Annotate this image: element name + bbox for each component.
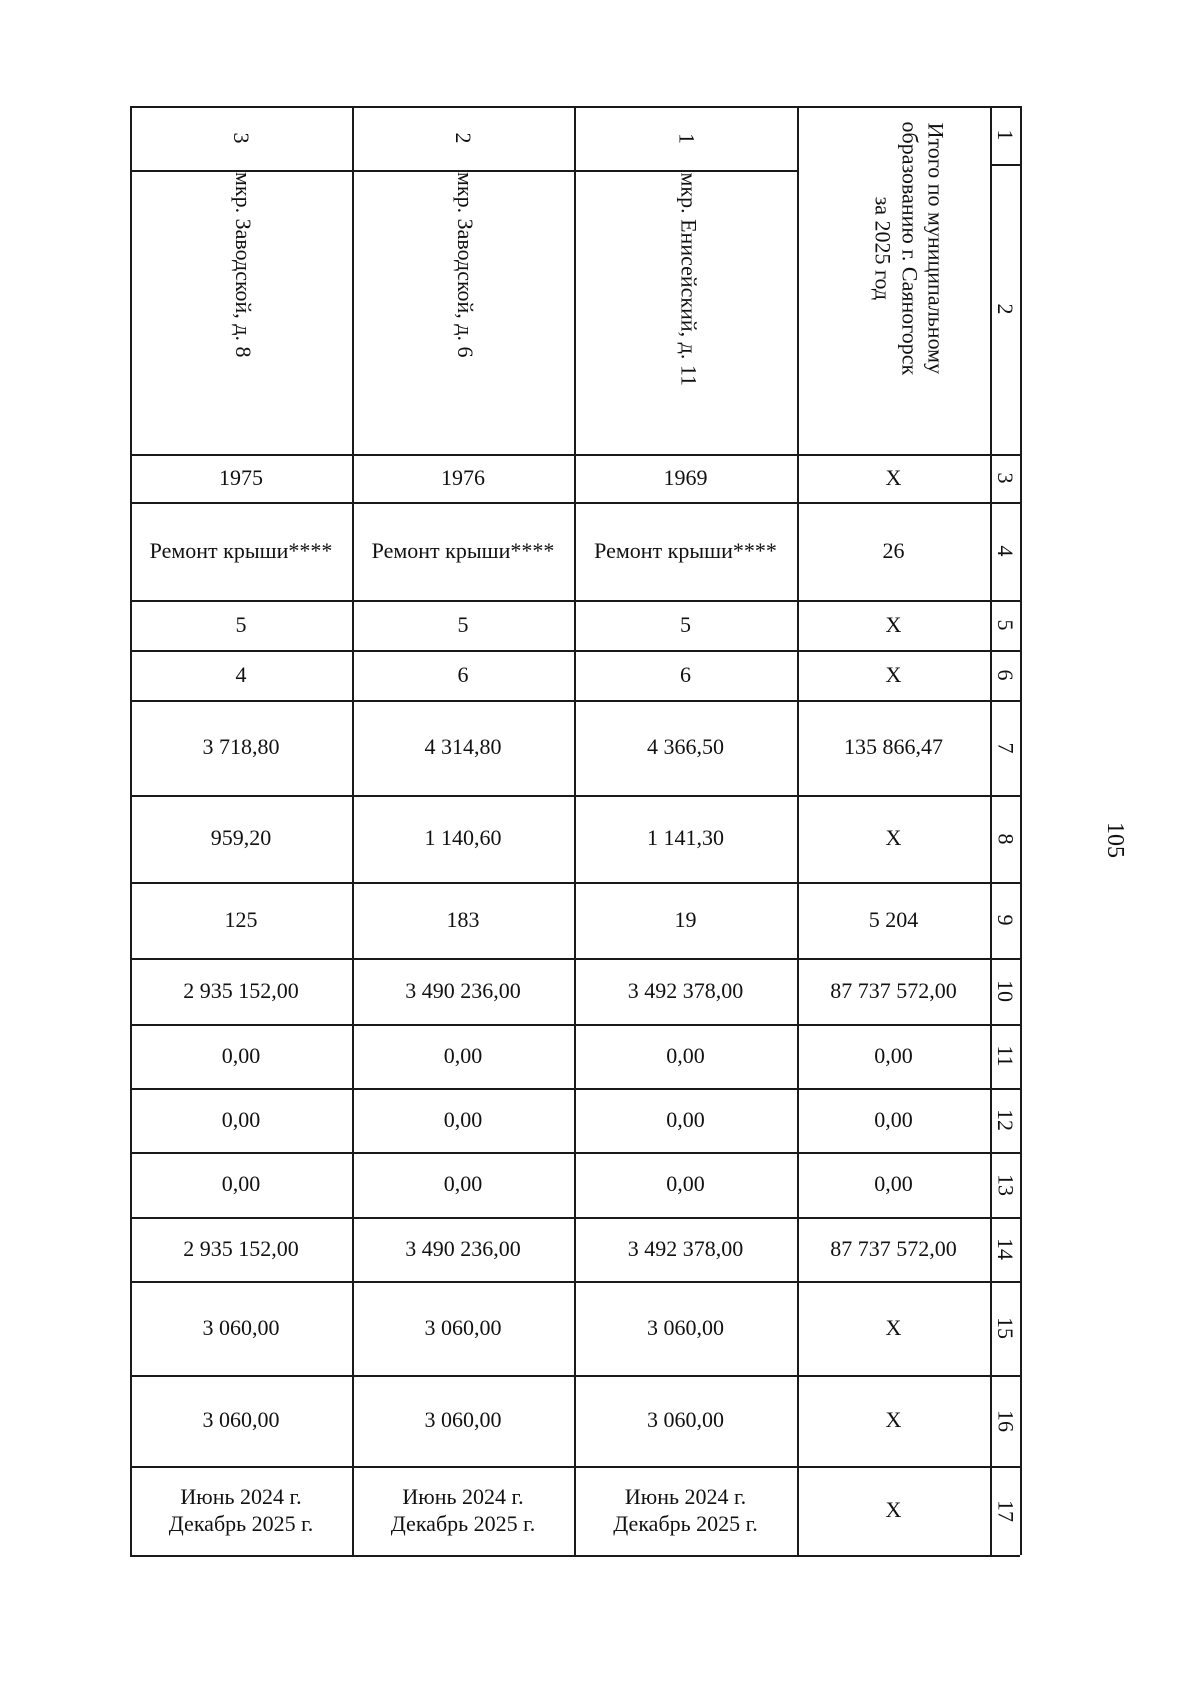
total-cell: 5 204: [868, 906, 919, 932]
table-cell: 0,00: [221, 1171, 261, 1197]
table-cell: 2 935 152,00: [183, 1235, 299, 1261]
table-cell: 1969: [663, 464, 708, 490]
column-number: 13: [993, 1173, 1019, 1196]
table-cell: 4 366,50: [647, 734, 724, 760]
table-cell: 6: [457, 661, 469, 687]
column-number: 10: [993, 980, 1019, 1002]
table-cell: 4 314,80: [424, 734, 502, 760]
table-cell: 3 060,00: [202, 1407, 280, 1433]
column-number: 7: [993, 742, 1019, 753]
table-cell: 0,00: [666, 1042, 705, 1068]
table-cell: Ремонт крыши****: [149, 537, 333, 563]
table-cell: 2 935 152,00: [183, 977, 299, 1003]
total-cell: X: [885, 1314, 902, 1340]
column-number: 4: [993, 545, 1019, 557]
total-cell: X: [885, 464, 902, 490]
table-cell: 3 490 236,00: [405, 1235, 521, 1261]
table-cell: 3 718,80: [202, 734, 280, 760]
table-cell: 5: [457, 611, 469, 637]
column-number: 1: [993, 129, 1019, 141]
total-cell: X: [885, 1497, 902, 1523]
total-cell: X: [885, 1407, 902, 1433]
address-cell: мкр. Заводской, д. 8: [231, 172, 257, 358]
table-cell: 3 060,00: [647, 1314, 724, 1340]
table-cell: 3 492 378,00: [627, 977, 744, 1003]
column-number: 17: [993, 1499, 1019, 1522]
table-cell: 3 490 236,00: [405, 977, 521, 1003]
total-cell: X: [885, 661, 902, 687]
table-cell: 3 492 378,00: [627, 1235, 744, 1261]
table-cell: 1 140,60: [424, 825, 502, 851]
table-cell: Ремонт крыши****: [371, 537, 555, 563]
table-cell: 6: [680, 661, 691, 687]
column-number: 5: [993, 619, 1019, 631]
table-cell: 5: [680, 611, 691, 637]
table-cell: 3 060,00: [424, 1314, 502, 1340]
total-cell: 0,00: [874, 1106, 913, 1132]
total-cell: 87 737 572,00: [830, 977, 957, 1003]
table-cell: 959,20: [210, 825, 272, 851]
column-number: 15: [993, 1317, 1019, 1339]
column-number: 6: [993, 669, 1019, 681]
table-cell: 0,00: [666, 1171, 705, 1197]
table-cell: 4: [235, 661, 247, 687]
column-number: 9: [993, 914, 1019, 926]
table-cell: 19: [674, 906, 697, 932]
column-number: 8: [993, 833, 1019, 844]
table-cell: 1976: [441, 464, 485, 490]
table-cell: Июнь 2024 г. Декабрь 2025 г.: [390, 1484, 536, 1536]
total-cell: 87 737 572,00: [830, 1235, 957, 1261]
table-cell: 3 060,00: [202, 1314, 280, 1340]
table-cell: 1 141,30: [647, 825, 724, 851]
table-cell: 0,00: [443, 1171, 483, 1197]
column-number: 12: [993, 1109, 1019, 1131]
total-cell: 0,00: [874, 1042, 913, 1068]
table-cell: 5: [235, 611, 247, 637]
total-cell: X: [885, 611, 902, 637]
table-cell: 1975: [219, 464, 263, 490]
row-number: 1: [673, 132, 699, 144]
total-cell: 135 866,47: [844, 734, 943, 760]
column-number: 14: [993, 1238, 1019, 1260]
table-cell: 3 060,00: [424, 1407, 502, 1433]
address-cell: мкр. Енисейский, д. 11: [675, 172, 701, 386]
row-number: 2: [451, 132, 477, 144]
total-cell: X: [885, 825, 902, 851]
table-line: [130, 1555, 1020, 1557]
total-label: Итого по муниципальному образованию г. Саяногорск за 2025 год: [870, 121, 949, 375]
table-cell: Ремонт крыши****: [594, 537, 777, 563]
column-number: 3: [993, 472, 1019, 484]
column-number: 16: [993, 1409, 1019, 1432]
table-cell: 0,00: [443, 1106, 483, 1132]
table-cell: 3 060,00: [647, 1407, 724, 1433]
table-cell: 0,00: [443, 1042, 483, 1068]
table-cell: Июнь 2024 г. Декабрь 2025 г.: [168, 1484, 314, 1536]
table-cell: Июнь 2024 г. Декабрь 2025 г.: [613, 1484, 758, 1536]
total-cell: 0,00: [874, 1171, 913, 1197]
page-number: 105: [1102, 822, 1129, 858]
table-cell: 0,00: [221, 1042, 261, 1068]
table-cell: 0,00: [666, 1106, 705, 1132]
table-cell: 125: [224, 906, 258, 932]
row-number: 3: [229, 132, 255, 144]
table-cell: 0,00: [221, 1106, 261, 1132]
total-cell: 26: [882, 537, 905, 563]
column-number: 11: [993, 1045, 1019, 1067]
table-cell: 183: [446, 906, 480, 932]
address-cell: мкр. Заводской, д. 6: [453, 172, 479, 358]
column-number: 2: [993, 303, 1019, 315]
